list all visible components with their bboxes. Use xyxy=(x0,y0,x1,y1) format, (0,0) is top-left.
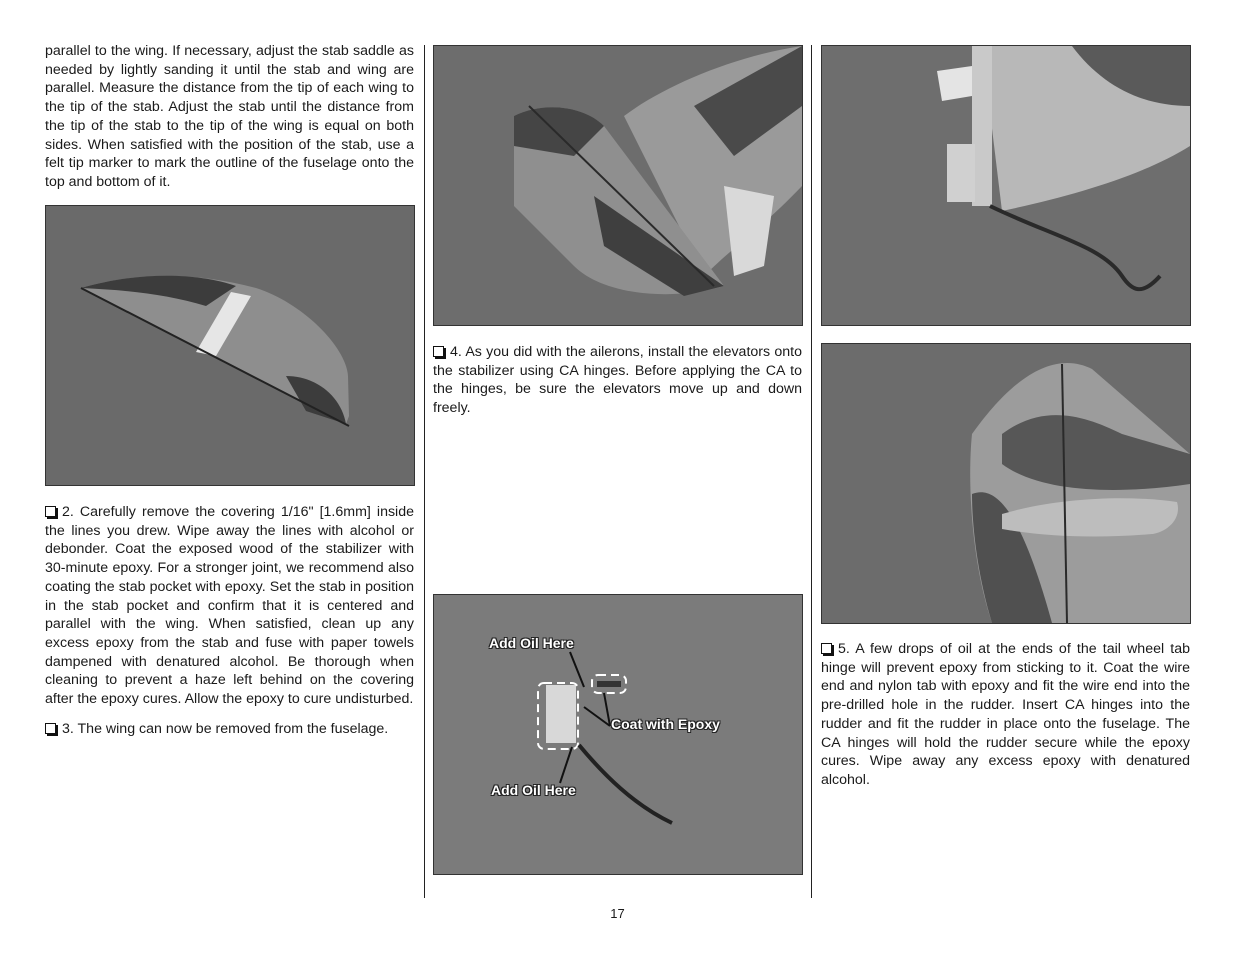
step-4-paragraph: 4. As you did with the ailerons, install the elevators onto the stabilizer using CA hinges. Before applying the CA to the hinges, be sure the elevators move up and down freely. xyxy=(433,344,802,417)
elevator-photo xyxy=(433,45,803,326)
column-2 xyxy=(433,343,802,429)
checkbox-icon[interactable] xyxy=(433,346,444,357)
step-2-paragraph: 2. Carefully remove the covering 1/16" [1.6mm] inside the lines you drew. Wipe away the lines with alcohol or debonder. Coat the exposed wood of the stabilizer with 30-minute epoxy. For a stronger joint, we recommend also coating the stab pocket with epoxy. Set the stab in position in the stab pocket and confirm that it is centered and parallel with the wing. When satisfied, clean up any excess epoxy from the stab and fuse with paper towels dampened with denatured alcohol. Be thorough when cleaning to prevent a haze left behind on the covering after the epoxy cures. Allow the epoxy to cure undisturbed. xyxy=(45,504,414,708)
tailwheel-photo xyxy=(821,45,1191,326)
add-oil-bottom-label: Add Oil Here xyxy=(491,782,576,798)
add-oil-top-label: Add Oil Here xyxy=(489,635,574,651)
checkbox-icon[interactable] xyxy=(45,723,56,734)
stabilizer-photo xyxy=(45,205,415,486)
intro-paragraph: parallel to the wing. If necessary, adjust the stab saddle as needed by lightly sanding it until the stab and wing are parallel. Measure the distance from the tip of each wing to the tip of the stab. Adjust the stab until the distance from the tip of the stab to the tip of the wing is equal on both sides. When satisfied with the position of the stab, use a felt tip marker to mark the outline of the fuselage onto the top and bottom of it. xyxy=(45,43,414,190)
page-number: 17 xyxy=(610,906,625,921)
checkbox-icon[interactable] xyxy=(821,643,832,654)
checkbox-icon[interactable] xyxy=(45,506,56,517)
coat-epoxy-label: Coat with Epoxy xyxy=(611,716,720,732)
tailwheel-hinge-photo xyxy=(433,594,803,875)
column-divider-1 xyxy=(424,45,425,898)
column-divider-2 xyxy=(811,45,812,898)
step-5-paragraph: 5. A few drops of oil at the ends of the tail wheel tab hinge will prevent epoxy from sticking to it. Coat the wire end and nylon tab with epoxy and fit the wire end into the pre-drilled hole in the rudder. Insert CA hinges into the rudder and fit the rudder in place onto the fuselage. The CA hinges will hold the rudder secure while the epoxy cures. Wipe away any excess epoxy with denatured alcohol. xyxy=(821,641,1190,788)
rudder-photo xyxy=(821,343,1191,624)
step-3-paragraph: 3. The wing can now be removed from the fuselage. xyxy=(45,720,414,739)
column-1 xyxy=(45,42,414,203)
column-1-steps xyxy=(45,503,414,749)
column-3 xyxy=(821,640,1190,801)
